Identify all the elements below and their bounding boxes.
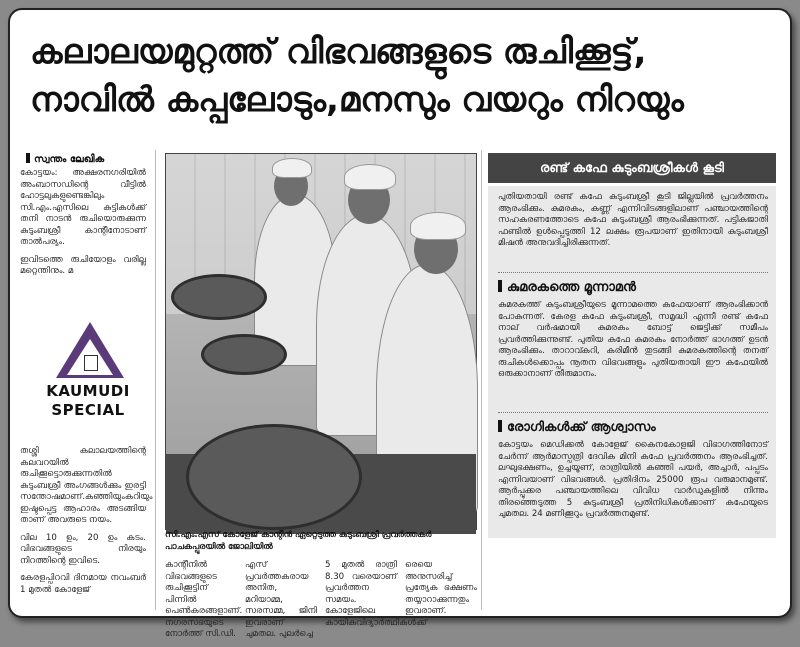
kaumudi-special-logo (30, 322, 146, 432)
headline (30, 28, 770, 124)
document-icon (84, 355, 98, 371)
bottom-column-4 (405, 560, 477, 624)
left-column-top (20, 168, 146, 284)
divider (498, 412, 768, 413)
sidebar-title: രണ്ട് കഫേ കുടുംബശ്രീകൾ കൂടി (488, 153, 776, 183)
bottom-column-3 (325, 560, 427, 635)
column-divider (155, 150, 156, 610)
left-paragraph-4: വില 10 ഉം, 20 ഉം കടം. വിഭവങ്ങളുടെ നിരയും നിറത്തിന്റെ ഇവിടെ. (20, 532, 146, 566)
kitchen-photo (165, 153, 477, 530)
left-paragraph-2: ഇവിടത്തെ രുചിയോളം വരില്ല മറ്റെന്തിനും. മ (20, 254, 146, 276)
photo-caption: സി.എം.എസ് കോളേജ് കാന്റീൻ ഏറ്റെടുത്ത കുടുംബശ്രീ പ്രവർത്തകർ പാചകപ്പുരയിൽ ജോലിയിൽ (165, 530, 432, 552)
bottom-paragraph-3: 5 മുതൽ രാത്രി 8.30 വരെയാണ് പ്രവർത്തന സമയം. കോളേജിലെ കായികവിദ്യാർത്ഥികൾക്ക് (325, 560, 427, 628)
sidebar-section-2-text: കോട്ടയം മെഡിക്കൽ കോളേജ് കൈനകോളജി വിഭാഗത്തിനോട് ചേർന്ന് ആർമാസ്പത്രി ദേവിക മിനി കഫേ പ്രവർത്തനം ആരംഭിച്ചത്. ലഘുഭക്ഷണം, ഉച്ചയൂണ്, രാത്രിയിൽ കഞ്ഞി പയർ, അച്ചാർ, പപ്പടം എന്നിവയാണ് വിഭവങ്ങൾ. പ്രതിദിനം 25000 രൂപ വരുമാനമുണ്ട്. ആർപ്പൂക്കര പഞ്ചായത്തിലെ വിവിധ വാർഡുകളിൽ നിന്നും തിരഞ്ഞെടുത്ത 5 കുടുംബശ്രീ പ്രതിനിധികൾക്കാണ് കഫേയുടെ ചുമതല. 24 മണിക്കൂറും പ്രവർത്തനമുണ്ട്. (498, 440, 768, 519)
left-paragraph-3: തശ്ശി കലാലയത്തിന്റെ കലവറയിൽ രുചിക്കൂട്ടൊരുക്കുന്നതിൽ കുടുംബശ്രീ അംഗങ്ങൾക്കും ഇരട്ടി സന്തോഷമാണ്.കഞ്ഞിയുംകറിയും ഇഷ്ടപ്പെട്ട ആഹാരം അടങ്ങിയ താണ് അവരുടെ നയം. (20, 446, 153, 525)
special-logo-line-1: KAUMUDI (46, 382, 130, 400)
sidebar-section-1 (498, 300, 768, 387)
divider (498, 272, 768, 273)
pot-icon (171, 274, 267, 320)
bottom-column-1 (165, 560, 243, 647)
sidebar-section-2 (498, 440, 768, 527)
sidebar-subheading-2: രോഗികൾക്ക് ആശ്വാസം (498, 420, 656, 435)
column-divider (481, 150, 482, 610)
bottom-paragraph-4: രെയെ അനുസരിച്ച് പ്രത്യേക ഭക്ഷണം തയ്യാറാക്കുന്നതും ഇവരാണ്. (405, 560, 477, 616)
special-logo-line-2: SPECIAL (51, 401, 125, 419)
sidebar-intro (498, 192, 768, 256)
byline: സ്വന്തം ലേഖിക (26, 153, 104, 165)
newspaper-page (8, 8, 792, 639)
sidebar-intro-text: പുതിയതായി രണ്ട് കഫേ കുടുംബശ്രീ കൂടി ജില്ലയിൽ പ്രവർത്തനം ആരംഭിക്കും. കുമരകം, കണ്ണ് എന്നിവിടങ്ങളിലാണ് പഞ്ചായത്തിന്റെ സഹകരണത്തോടെ കഫേ കുടുംബശ്രീ ആരംഭിക്കുന്നത്. പട്ടികജാതി ഫണ്ടിൽ ഉൾപ്പെടുത്തി 12 ലക്ഷം രൂപയാണ് ഇതിനായി കുടുംബശ്രീ മിഷൻ അനുവദിച്ചിരിക്കുന്നത്. (498, 192, 768, 248)
bottom-column-2 (245, 560, 317, 647)
left-paragraph-5: കേരളപ്പിറവി ദിനമായ നവംബർ 1 മുതൽ കോളേജ് (20, 573, 146, 595)
large-pot-icon (186, 424, 362, 530)
left-paragraph-1: കോട്ടയം: അക്ഷരനഗരിയിൽ അംബാസഡിന്റെ വീട്ടിൽ ഹോട്ടലുകളുണ്ടെങ്കിലും സി.എം.എസിലെ കുട്ടികൾക്ക് തനി നാടൻ രുചിയൊരുക്കുന്ന കുടുംബശ്രീ കാന്റീനോടാണ് താൽപര്യം. (20, 168, 146, 247)
left-column-bottom (20, 446, 153, 602)
bottom-paragraph-2: എസ് പ്രവർത്തകരായ അനിത, മറിയാമ്മ, സരസമ്മ, ജിനി ഇവരാണ് ചുമതല. പുലർച്ചെ (245, 560, 317, 639)
sidebar-section-1-text: കുമരകത്ത് കുടുംബശ്രീയുടെ മൂന്നാമത്തെ കഫേയാണ് ആരംഭിക്കാൻ പോകുന്നത്. കേരള കഫേ കുടുംബശ്രീ, സമൃദ്ധി എന്നീ രണ്ട് കഫേ നാല് വർഷമായി കുമരകം ബോട്ട് ജെട്ടിക്ക് സമീപം പ്രവർത്തിക്കുന്നുണ്ട്. പുതിയ കഫേ കുമരകം നോർത്ത് ഭാഗത്ത് ഉടൻ ആരംഭിക്കും. താറാവ്കറി, കരിമീൻ തുടങ്ങി കുമരകത്തിന്റെ തനത് രുചികൾക്കൊപ്പം നൂതന വിഭവങ്ങളും പുതിയതായി ഈ കഫേയിൽ ഒരുക്കാനാണ് തീരുമാനം. (498, 300, 768, 379)
headline-line-1: കലാലയമുറ്റത്ത് വിഭവങ്ങളുടെ രുചിക്കൂട്ട്, (30, 32, 647, 72)
headline-line-2: നാവിൽ കപ്പലോടും,മനസും വയറും നിറയും (30, 80, 684, 120)
bottom-paragraph-1: കാന്റീനിൽ വിഭവങ്ങളുടെ രുചിക്കൂട്ടിന് പിന്നിൽ പെൺകരങ്ങളാണ്. നഗരസഭയുടെ നോർത്ത് സി.ഡി. (165, 560, 243, 639)
sidebar-subheading-1: കുമരകത്തെ മൂന്നാമൻ (498, 280, 636, 295)
